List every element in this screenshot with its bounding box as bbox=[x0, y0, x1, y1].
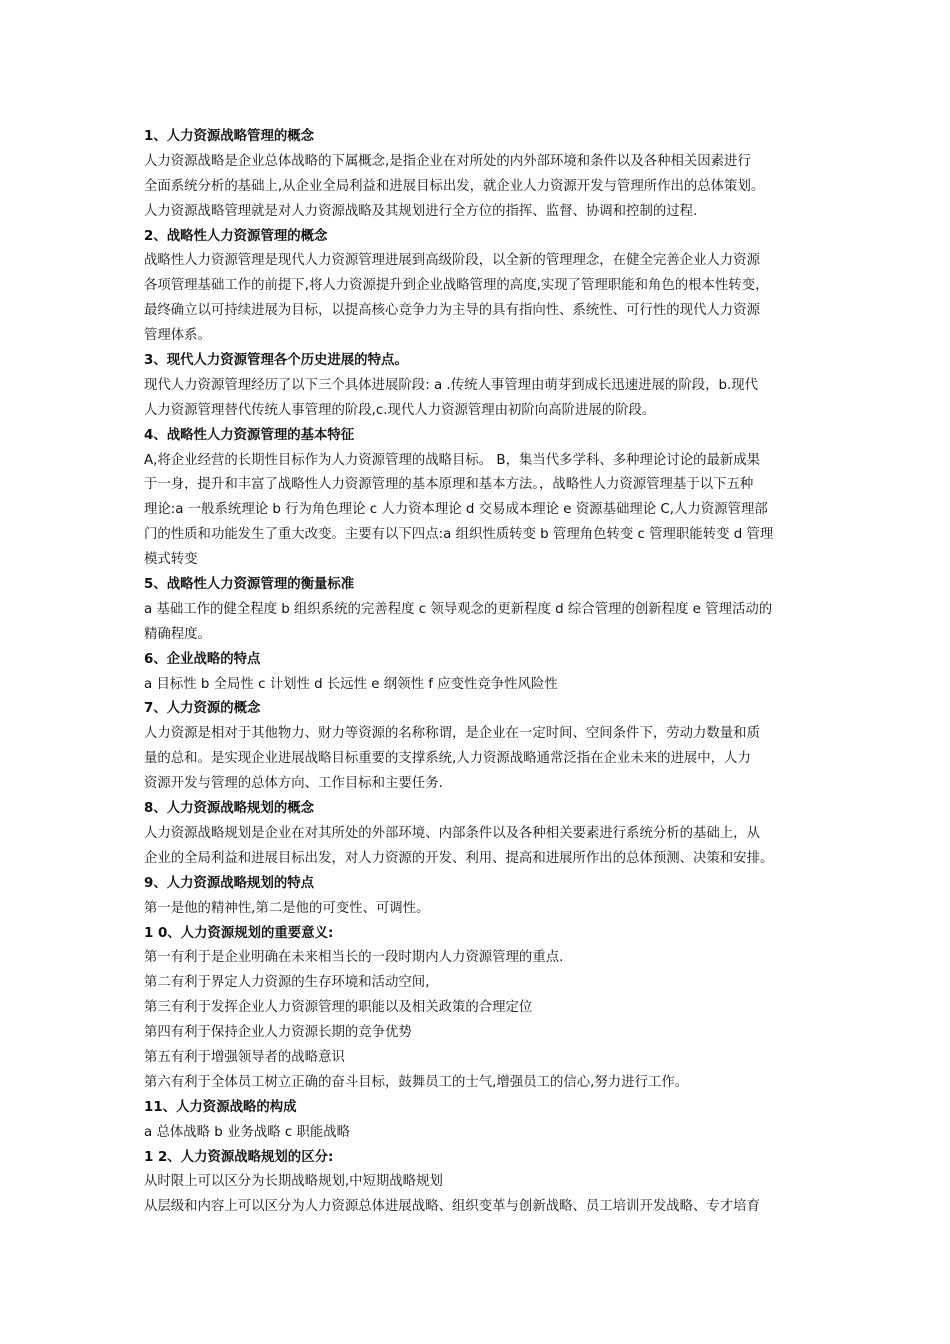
body-text-line: 第六有利于全体员工树立正确的奋斗目标，鼓舞员工的士气,增强员工的信心,努力进行工作。 bbox=[144, 1074, 689, 1090]
body-text-line: 人力资源是相对于其他物力、财力等资源的名称称谓，是企业在一定时间、空间条件下，劳动力数量和质 bbox=[144, 726, 760, 742]
body-text-line: 第二有利于界定人力资源的生存环境和活动空间, bbox=[144, 975, 430, 991]
body-text-line: 模式转变 bbox=[144, 552, 198, 568]
section-heading: 7、人力资源的概念 bbox=[144, 701, 261, 717]
body-text-line: 门的性质和功能发生了重大改变。主要有以下四点:a 组织性质转变 b 管理角色转变 c 管理职能转变 d 管理 bbox=[144, 527, 774, 543]
body-text-line: 人力资源战略规划是企业在对其所处的外部环境、内部条件以及各种相关要素进行系统分析的基础上，从 bbox=[144, 825, 760, 841]
section-heading: 11、人力资源战略的构成 bbox=[144, 1099, 297, 1115]
body-text-line: 各项管理基础工作的前提下,将人力资源提升到企业战略管理的高度,实现了管理职能和角色的根本性转变， bbox=[144, 278, 769, 294]
section-heading: 8、人力资源战略规划的概念 bbox=[144, 801, 315, 817]
body-text-line: 人力资源战略是企业总体战略的下属概念,是指企业在对所处的内外部环境和条件以及各种相关因素进行 bbox=[144, 153, 751, 169]
body-text-line: 量的总和。是实现企业进展战略目标重要的支撑系统,人力资源战略通常泛指在企业未来的进展中，人力 bbox=[144, 751, 751, 767]
section-heading: 3、现代人力资源管理各个历史进展的特点。 bbox=[144, 353, 408, 369]
section-heading: 2、战略性人力资源管理的概念 bbox=[144, 228, 328, 244]
section-heading: 5、战略性人力资源管理的衡量标准 bbox=[144, 577, 355, 593]
body-text-line: 企业的全局利益和进展目标出发，对人力资源的开发、利用、提高和进展所作出的总体预测、决策和安排。 bbox=[144, 850, 774, 866]
body-text-line: 第三有利于发挥企业人力资源管理的职能以及相关政策的合理定位 bbox=[144, 1000, 533, 1016]
document-body bbox=[144, 125, 820, 1220]
body-text-line: 全面系统分析的基础上,从企业全局利益和进展目标出发，就企业人力资源开发与管理所作出的总体策划。 bbox=[144, 178, 765, 194]
body-text-line: 第一是他的精神性,第二是他的可变性、可调性。 bbox=[144, 900, 430, 916]
section-heading: 6、企业战略的特点 bbox=[144, 651, 261, 667]
body-text-line: A,将企业经营的长期性目标作为人力资源管理的战略目标。 B，集当代多学科、多种理论讨论的最新成果 bbox=[144, 452, 761, 468]
body-text-line: 现代人力资源管理经历了以下三个具体进展阶段: a .传统人事管理由萌芽到成长迅速进展的阶段，b.现代 bbox=[144, 377, 759, 393]
section-heading: 1 2、人力资源战略规划的区分: bbox=[144, 1149, 334, 1165]
body-text-line: 从层级和内容上可以区分为人力资源总体进展战略、组织变革与创新战略、员工培训开发战略、专才培育 bbox=[144, 1199, 760, 1215]
section-heading: 1 0、人力资源规划的重要意义: bbox=[144, 925, 334, 941]
body-text-line: 精确程度。 bbox=[144, 626, 211, 642]
body-text-line: 人力资源管理替代传统人事管理的阶段,c.现代人力资源管理由初阶向高阶进展的阶段。 bbox=[144, 402, 656, 418]
section-heading: 4、战略性人力资源管理的基本特征 bbox=[144, 427, 355, 443]
body-text-line: 资源开发与管理的总体方向、工作目标和主要任务. bbox=[144, 776, 443, 792]
body-text-line: 战略性人力资源管理是现代人力资源管理进展到高级阶段，以全新的管理理念，在健全完善企业人力资源 bbox=[144, 253, 760, 269]
body-text-line: 第一有利于是企业明确在未来相当长的一段时期内人力资源管理的重点. bbox=[144, 950, 564, 966]
body-text-line: 从时限上可以区分为长期战略规划,中短期战略规划 bbox=[144, 1174, 443, 1190]
body-text-line: a 基础工作的健全程度 b 组织系统的完善程度 c 领导观念的更新程度 d 综合管理的创新程度 e 管理活动的 bbox=[144, 601, 773, 617]
section-heading: 9、人力资源战略规划的特点 bbox=[144, 875, 315, 891]
body-text-line: 管理体系。 bbox=[144, 328, 211, 344]
body-text-line: 理论:a 一般系统理论 b 行为角色理论 c 人力资本理论 d 交易成本理论 e 资源基础理论 C,人力资源管理部 bbox=[144, 502, 768, 518]
body-text-line: 于一身，提升和丰富了战略性人力资源管理的基本原理和基本方法。，战略性人力资源管理基于以下五种 bbox=[144, 477, 754, 493]
body-text-line: 人力资源战略管理就是对人力资源战略及其规划进行全方位的指挥、监督、协调和控制的过程. bbox=[144, 203, 698, 219]
body-text-line: 第五有利于增强领导者的战略意识 bbox=[144, 1049, 345, 1065]
body-text-line: 第四有利于保持企业人力资源长期的竞争优势 bbox=[144, 1025, 412, 1041]
body-text-line: a 目标性 b 全局性 c 计划性 d 长远性 e 纲领性 f 应变性竞争性风险性 bbox=[144, 676, 558, 692]
body-text-line: 最终确立以可持续进展为目标，以提高核心竞争力为主导的具有指向性、系统性、可行性的现代人力资源 bbox=[144, 303, 760, 319]
section-heading: 1、人力资源战略管理的概念 bbox=[144, 129, 315, 144]
body-text-line: a 总体战略 b 业务战略 c 职能战略 bbox=[144, 1124, 351, 1140]
